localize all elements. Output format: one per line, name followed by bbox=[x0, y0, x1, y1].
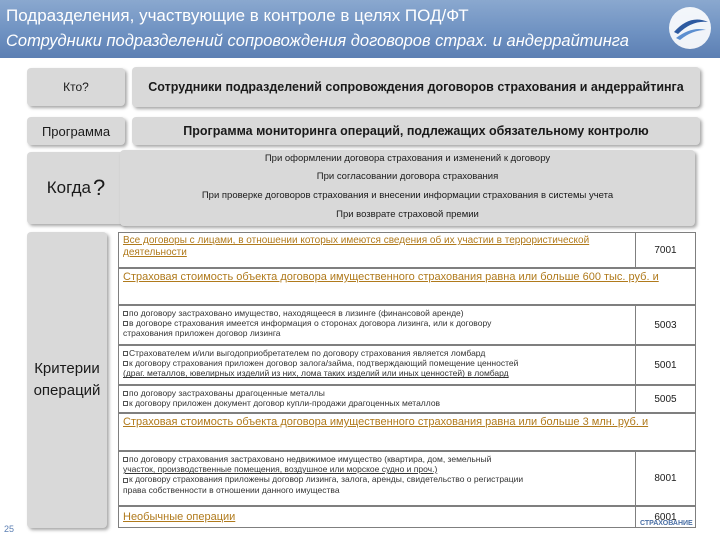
checkbox-icon bbox=[123, 311, 128, 316]
checkbox-icon bbox=[123, 351, 128, 356]
criteria-row-lines bbox=[123, 348, 635, 379]
program-value: Программа мониторинга операций, подлежащих обязательному контролю bbox=[132, 117, 700, 145]
criteria-label-line: Критерии bbox=[34, 360, 100, 377]
criteria-code: 5005 bbox=[635, 386, 695, 412]
criteria-row bbox=[118, 232, 696, 268]
when-item: При согласовании договора страхования bbox=[316, 171, 499, 182]
criteria-code: 6001 bbox=[635, 507, 695, 527]
criteria-line: к договору страхования приложен договор залога/займа, подтверждающий помещение ценностей bbox=[129, 358, 519, 369]
criteria-label bbox=[27, 232, 107, 528]
slide-subtitle: Сотрудники подразделений сопровождения договоров страх. и андеррайтинга bbox=[6, 32, 629, 50]
criteria-line: к договору приложен документ договор купли-продажи драгоценных металлов bbox=[129, 398, 441, 409]
when-label-text: Когда bbox=[46, 178, 91, 197]
criteria-row-text[interactable]: Необычные операции bbox=[123, 511, 236, 523]
criteria-row bbox=[118, 413, 696, 451]
criteria-line: к договору страхования приложены договор лизинга, залога, аренды, свидетельство о регистрации bbox=[129, 474, 524, 485]
criteria-code: 8001 bbox=[635, 452, 695, 505]
checkbox-icon bbox=[123, 361, 128, 366]
criteria-row-lines bbox=[123, 388, 635, 408]
criteria-row-text[interactable]: Страховая стоимость объекта договора имущественного страхования равна или больше 3 млн. руб. и bbox=[123, 416, 649, 428]
criteria-line: участок, производственные помещения, воздушное или морское судно и проч.) bbox=[123, 464, 438, 475]
criteria-line: (драг. металлов, ювелирных изделий из них, лома таких изделий или иных ценностей) в ломбард bbox=[123, 368, 509, 379]
when-label bbox=[27, 152, 125, 224]
criteria-row bbox=[118, 506, 696, 528]
criteria-row-text[interactable]: Все договоры с лицами, в отношении которых имеются сведения об их участии в террористической деятельности bbox=[123, 235, 590, 258]
who-label: Кто? bbox=[27, 68, 125, 106]
criteria-row bbox=[118, 385, 696, 413]
footer-logo: СТРАХОВАНИЕ bbox=[640, 520, 693, 527]
checkbox-icon bbox=[123, 391, 128, 396]
criteria-row bbox=[118, 345, 696, 385]
criteria-line: в договоре страхования имеется информация о сторонах договора лизинга, или к договору bbox=[129, 318, 492, 329]
criteria-row-lines bbox=[123, 454, 635, 495]
criteria-line: права собственности в отношении данного имущества bbox=[123, 484, 340, 495]
slide-title: Подразделения, участвующие в контроле в целях ПОД/ФТ bbox=[6, 6, 469, 25]
when-list bbox=[120, 150, 695, 226]
criteria-line: страхования приложен договор лизинга bbox=[123, 328, 281, 339]
checkbox-icon bbox=[123, 401, 128, 406]
criteria-row-lines bbox=[123, 308, 635, 339]
when-item: При возврате страховой премии bbox=[336, 209, 479, 220]
criteria-label-line: операций bbox=[33, 382, 101, 399]
checkbox-icon bbox=[123, 321, 128, 326]
slide-number: 25 bbox=[4, 524, 15, 534]
checkbox-icon bbox=[123, 457, 128, 462]
criteria-code: 5003 bbox=[635, 306, 695, 344]
criteria-row bbox=[118, 268, 696, 305]
criteria-code: 5001 bbox=[635, 346, 695, 384]
criteria-line: по договору страхования застраховано недвижимое имущество (квартира, дом, земельный bbox=[129, 454, 492, 464]
criteria-code: 7001 bbox=[635, 233, 695, 267]
company-logo-icon bbox=[666, 4, 714, 52]
who-value: Сотрудники подразделений сопровождения договоров страхования и андеррайтинга bbox=[132, 67, 700, 107]
checkbox-icon bbox=[123, 478, 128, 483]
program-label: Программа bbox=[27, 117, 125, 145]
criteria-row-text[interactable]: Страховая стоимость объекта договора имущественного страхования равна или больше 600 тыс. руб. и bbox=[123, 271, 659, 283]
criteria-line: Страхователем и/или выгодоприобретателем по договору страхования является ломбард bbox=[129, 348, 486, 358]
slide-header bbox=[0, 0, 720, 58]
criteria-line: по договору застрахованы драгоценные металлы bbox=[129, 388, 325, 398]
criteria-line: по договору застраховано имущество, находящееся в лизинге (финансовой аренде) bbox=[129, 308, 464, 318]
criteria-row bbox=[118, 305, 696, 345]
when-item: При оформлении договора страхования и изменений к договору bbox=[264, 153, 551, 164]
criteria-row bbox=[118, 451, 696, 506]
when-question-mark: ? bbox=[92, 175, 106, 200]
when-item: При проверке договоров страхования и внесении информации страхования в системы учета bbox=[201, 190, 614, 201]
